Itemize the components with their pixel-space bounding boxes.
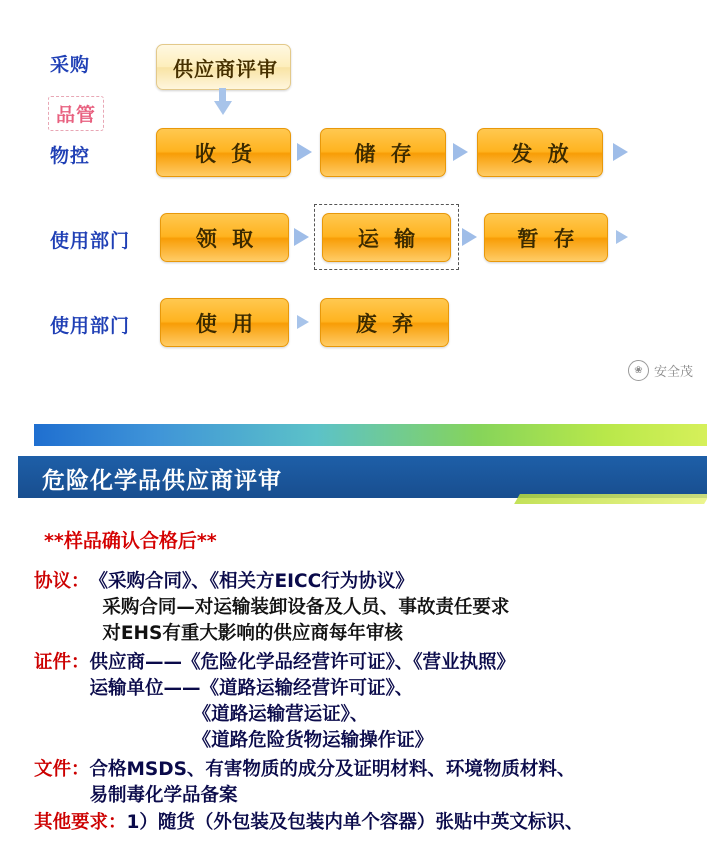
process-flow-diagram (0, 0, 707, 400)
slide-panel (0, 412, 707, 849)
node-storage: 储 存 (320, 128, 446, 177)
row-label-quality-control: 品管 (48, 96, 104, 131)
slide-gradient-bar (34, 424, 707, 446)
node-issuing: 发 放 (477, 128, 603, 177)
node-supplier-review: 供应商评审 (156, 44, 291, 90)
wechat-icon: ❀ (628, 360, 649, 381)
connector-stem-down (219, 88, 226, 102)
term-certificates: 证件： (34, 652, 90, 673)
content-row-certificates (34, 650, 515, 754)
arrow-right-icon-7 (297, 315, 309, 329)
row-label-using-dept-2: 使用部门 (50, 315, 131, 337)
certificates-line-1: 供应商——《危险化学品经营许可证》、《营业执照》 (89, 652, 516, 673)
content-row-other-requirements (34, 810, 583, 836)
certificates-line-2: 运输单位——《道路运输经营许可证》、 (89, 678, 414, 699)
term-agreement: 协议： (34, 571, 90, 592)
agreement-line-2: 采购合同—对运输装卸设备及人员、事故责任要求 (89, 597, 510, 618)
term-documents: 文件： (34, 759, 90, 780)
certificates-line-4: 《道路危险货物运输操作证》 (89, 730, 434, 751)
arrow-right-icon-4 (294, 228, 309, 246)
row-label-using-dept-1: 使用部门 (50, 230, 131, 252)
node-temp-storage: 暂 存 (484, 213, 608, 262)
other-requirements-line-1: 1）随货（外包装及包装内单个容器）张贴中英文标识、 (126, 812, 584, 833)
content-row-documents (34, 757, 575, 809)
content-row-agreement (34, 569, 509, 647)
node-usage: 使 用 (160, 298, 289, 347)
arrow-right-icon-2 (453, 143, 468, 161)
agreement-line-3: 对EHS有重大影响的供应商每年审核 (89, 623, 403, 644)
documents-line-2: 易制毒化学品备案 (89, 785, 238, 806)
watermark-label: 安全茂 (653, 365, 693, 380)
agreement-line-1: 《采购合同》、《相关方EICC行为协议》 (89, 571, 414, 592)
node-disposal: 废 弃 (320, 298, 449, 347)
arrow-right-icon-1 (297, 143, 312, 161)
arrow-right-icon-5 (462, 228, 477, 246)
documents-line-1: 合格MSDS、有害物质的成分及证明材料、环境物质材料、 (89, 759, 576, 780)
row-label-purchasing: 采购 (50, 54, 91, 76)
arrow-down-icon (214, 101, 232, 115)
node-transport: 运 输 (322, 213, 451, 262)
node-receiving: 收 货 (156, 128, 291, 177)
node-collection: 领 取 (160, 213, 289, 262)
arrow-right-icon-6 (616, 230, 628, 244)
sample-confirmation-note: **样品确认合格后** (44, 530, 217, 552)
title-bar-accent (514, 494, 707, 504)
watermark (628, 360, 693, 381)
certificates-line-3: 《道路运输营运证》、 (89, 704, 369, 725)
arrow-right-icon-3 (613, 143, 628, 161)
term-other-requirements: 其他要求： (34, 812, 127, 833)
slide-title: 危险化学品供应商评审 (42, 468, 282, 494)
row-label-material-control: 物控 (50, 145, 91, 167)
